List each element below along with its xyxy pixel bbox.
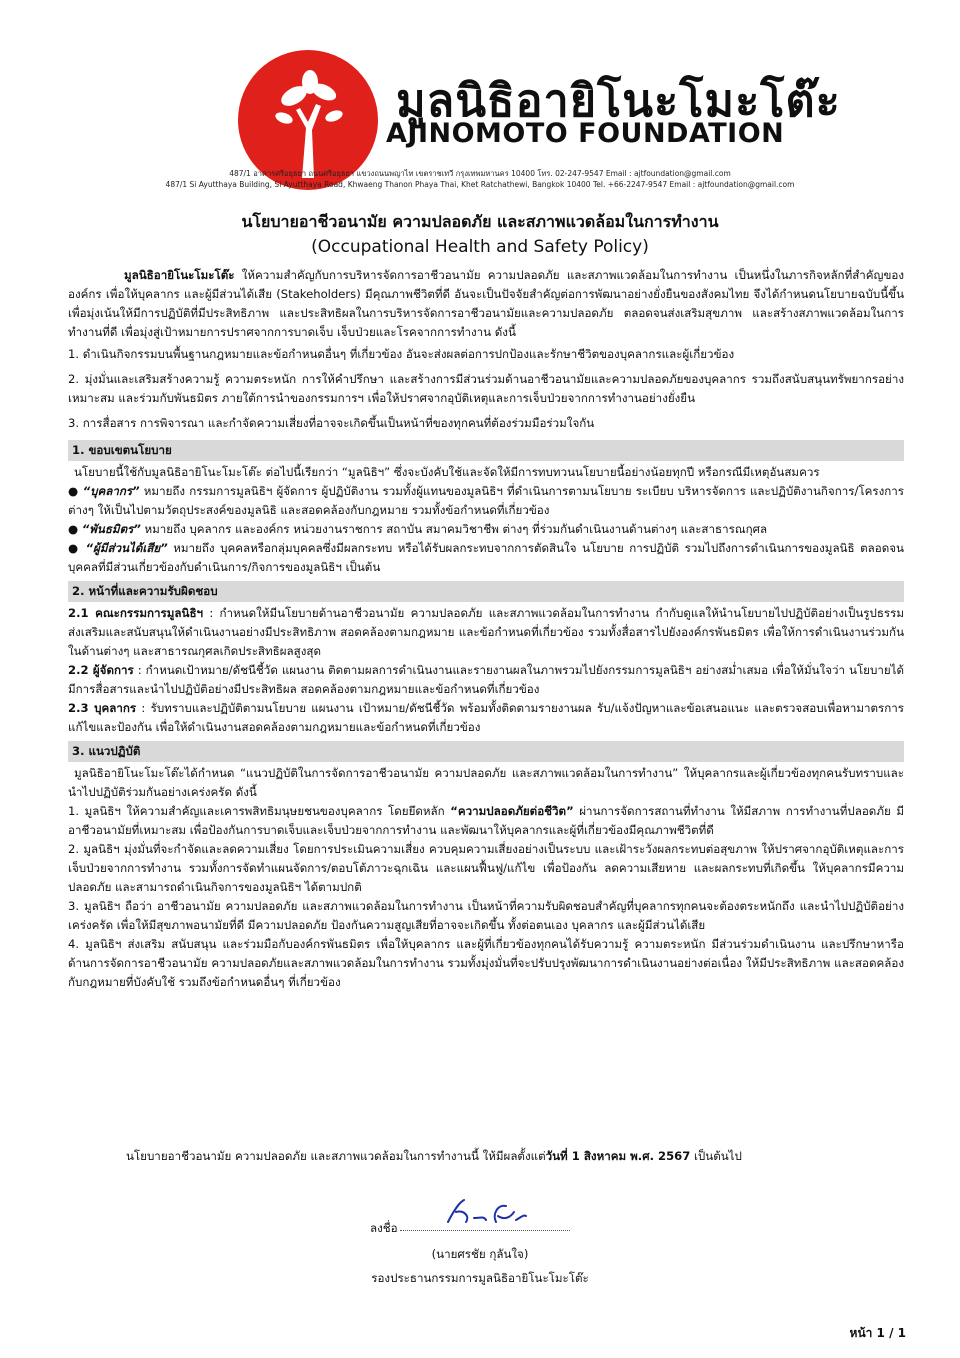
guideline-item-3: 3. มูลนิธิฯ ถือว่า อาชีวอนามัย ความปลอดภัย และสภาพแวดล้อมในการทำงาน เป็นหน้าที่ความรับผิดชอบสำคัญที่บุคลากรทุกคนจะต้องตระหนักถึง และนำไปปฏิบัติอย่างเคร่งครัด เพื่อให้มีสุขภาพอนามัยที่ดี มีความปลอดภัย ป้องกันความสูญเสียที่อาจจะเกิดขึ้น ทั้งต่อตนเอง บุคลากร และผู้มีส่วนได้เสีย xyxy=(68,899,904,932)
signatory-position: รองประธานกรรมการมูลนิธิอายิโนะโมะโต๊ะ xyxy=(371,1271,589,1285)
section-2-heading: 2. หน้าที่และความรับผิดชอบ xyxy=(68,581,904,602)
effective-date: วันที่ 1 สิงหาคม พ.ศ. 2567 xyxy=(545,1149,691,1163)
signature-line xyxy=(400,1230,570,1231)
signature-label: ลงชื่อ xyxy=(370,1221,398,1235)
responsibility-text: : รับทราบและปฏิบัติตามนโยบาย แผนงาน เป้าหมาย/ดัชนีชี้วัด พร้อมทั้งติดตามรายงานผล รับ/แจ้งปัญหาและข้อเสนอแนะ และตรวจสอบเพื่อหามาตรการแก้ไขและป้องกัน เพื่อให้ดำเนินงานสอดคล้องตามกฎหมายและข้อกำหนดที่เกี่ยวข้อง xyxy=(68,701,904,734)
org-name-english: AJINOMOTO FOUNDATION xyxy=(386,118,785,149)
responsibility-text: : กำหนดเป้าหมาย/ดัชนีชี้วัด แผนงาน ติดตามผลการดำเนินงานและรายงานผลในภาพรวมไปยังกรรมการมูลนิธิฯ อย่างสม่ำเสมอ เพื่อให้มั่นใจว่า นโยบายได้มีการสื่อสารและนำไปปฏิบัติอย่างมีประสิทธิผล สอดคล้องตามกฎหมายและข้อกำหนดที่เกี่ยวข้อง xyxy=(68,663,904,696)
intro-item-2: 2. มุ่งมั่นและเสริมสร้างความรู้ ความตระหนัก การให้คำปรึกษา และสร้างการมีส่วนร่วมด้านอาชีวอนามัยและความปลอดภัยของบุคลากร รวมถึงสนับสนุนทรัพยากรอย่างเหมาะสม และร่วมกับพันธมิตร ภายใต้การนำของกรรมการฯ เพื่อให้ปราศจากอุบัติเหตุและการเจ็บป่วยจากการทำงานอย่างยั่งยืน xyxy=(68,372,904,405)
section-1-heading: 1. ขอบเขตนโยบาย xyxy=(68,440,904,461)
guideline-item-1 xyxy=(68,802,904,840)
effective-text: เป็นต้นไป xyxy=(690,1149,742,1163)
guideline-text: 1. มูลนิธิฯ ให้ความสำคัญและเคารพสิทธิมนุษยชนของบุคลากร โดยยึดหลัก xyxy=(68,804,451,818)
page-number: หน้า 1 / 1 xyxy=(849,1326,906,1340)
intro-text: ให้ความสำคัญกับการบริหารจัดการอาชีวอนามัย ความปลอดภัย และสภาพแวดล้อมในการทำงาน เป็นหนึ่งในภารกิจหลักที่สำคัญขององค์กร เพื่อให้บุคลากร และผู้มีส่วนได้เสีย (Stakeholders) มีคุณภาพชีวิตที่ดี อันจะเป็นปัจจัยสำคัญต่อการพัฒนาอย่างยั่งยืนของสังคมไทย จึงได้กำหนดนโยบายฉบับนี้ขึ้นเพื่อมุ่งเน้นให้มีการปฏิบัติที่มีประสิทธิภาพ และประสิทธิผลในการบริหารจัดการอาชีวอนามัยและความปลอดภัย ตลอดจนส่งเสริมสุขภาพ และสร้างสภาพแวดล้อมในการทำงานที่ดี เพื่อมุ่งสู่เป้าหมายการปราศจากการบาดเจ็บ เจ็บป่วยและโรคจากการทำงาน ดังนี้ xyxy=(68,268,904,339)
responsibility-label: 2.1 คณะกรรมการมูลนิธิฯ xyxy=(68,606,204,620)
definition-text: หมายถึง กรรมการมูลนิธิฯ ผู้จัดการ ผู้ปฏิบัติงาน รวมทั้งผู้แทนของมูลนิธิฯ ที่ดำเนินการตามนโยบาย ระเบียบ บริหารจัดการ และปฏิบัติงานกิจการ/โครงการต่างๆ ให้เป็นไปตามวัตถุประสงค์ของมูลนิธิ และสอดคล้องกับกฎหมาย รวมทั้งข้อกำหนดที่เกี่ยวข้อง xyxy=(68,484,904,517)
definition-term: “บุคลากร” xyxy=(82,484,140,498)
signatory-name: (นายศรชัย กุลันใจ) xyxy=(431,1247,529,1261)
responsibility-label: 2.3 บุคลากร xyxy=(68,701,137,715)
policy-body xyxy=(68,266,904,992)
effective-text: นโยบายอาชีวอนามัย ความปลอดภัย และสภาพแวดล้อมในการทำงานนี้ ให้มีผลตั้งแต่ xyxy=(126,1149,546,1163)
definition-personnel: ● “บุคลากร” หมายถึง กรรมการมูลนิธิฯ ผู้จัดการ ผู้ปฏิบัติงาน รวมทั้งผู้แทนของมูลนิธิฯ ที่ดำเนินการตามนโยบาย ระเบียบ บริหารจัดการ และปฏิบัติงานกิจการ/โครงการต่างๆ ให้เป็นไปตามวัตถุประสงค์ของมูลนิธิ และสอดคล้องกับกฎหมาย รวมทั้งข้อกำหนดที่เกี่ยวข้อง xyxy=(68,484,904,517)
guideline-item-2: 2. มูลนิธิฯ มุ่งมั่นที่จะกำจัดและลดความเสี่ยง โดยการประเมินความเสี่ยง ควบคุมความเสี่ยงอย่างเป็นระบบ และเฝ้าระวังผลกระทบต่อสุขภาพ ให้ปราศจากอุบัติเหตุและการเจ็บป่วยจากการทำงาน รวมทั้งการจัดทำแผนจัดการ/ตอบโต้ภาวะฉุกเฉิน และแผนฟื้นฟู/แก้ไข เพื่อป้องกัน ลดความเสียหาย และผลกระทบที่เกิดขึ้น ให้บุคลากรมีความปลอดภัย และสามารถดำเนินกิจการของมูลนิธิฯ ได้ตามปกติ xyxy=(68,842,904,894)
section-3-intro: มูลนิธิอายิโนะโมะโต๊ะได้กำหนด “แนวปฏิบัติในการจัดการอาชีวอนามัย ความปลอดภัย และสภาพแวดล้อมในการทำงาน” ให้บุคลากรและผู้เกี่ยวข้องทุกคนรับทราบและนำไปปฏิบัติร่วมกันอย่างเคร่งครัด ดังนี้ xyxy=(68,766,904,799)
definition-stakeholders: ● “ผู้มีส่วนได้เสีย” หมายถึง บุคคลหรือกลุ่มบุคคลซึ่งมีผลกระทบ หรือได้รับผลกระทบจากการตัดสินใจ นโยบาย การปฏิบัติ รวมไปถึงการดำเนินการของมูลนิธิ ตลอดจนบุคคลที่มีส่วนเกี่ยวข้องกับดำเนินการ/กิจการของมูลนิธิฯ เป็นต้น xyxy=(68,541,904,574)
policy-title-english: (Occupational Health and Safety Policy) xyxy=(311,237,649,257)
responsibility-personnel xyxy=(68,699,904,737)
responsibility-manager xyxy=(68,661,904,699)
guideline-item-4: 4. มูลนิธิฯ ส่งเสริม สนับสนุน และร่วมมือกับองค์กรพันธมิตร เพื่อให้บุคลากร และผู้ที่เกี่ยวข้องทุกคนได้รับความรู้ ความตระหนัก มีส่วนร่วมดำเนินงาน และปรึกษาหารือด้านการจัดการอาชีวอนามัย ความปลอดภัยและสภาพแวดล้อมในการทำงาน รวมทั้งมุ่งมั่นที่จะปรับปรุงพัฒนาการดำเนินงานอย่างต่อเนื่อง ให้มีประสิทธิภาพ และสอดคล้องกับกฎหมายที่บังคับใช้ รวมถึงข้อกำหนดอื่นๆ ที่เกี่ยวข้อง xyxy=(68,937,904,989)
guideline-emphasis: “ความปลอดภัยต่อชีวิต” xyxy=(450,804,574,818)
address-thai: 487/1 อาคารศรีอยุธยา ถนนศรีอยุธยา แขวงถนนพญาไท เขตราชเทวี กรุงเทพมหานคร 10400 โทร. 02-247-9547 Email : ajtfoundation@gmail.com xyxy=(229,169,731,178)
guideline-text: ผ่านการจัดการสถานที่ทำงาน ให้มีสภาพ การทำงานที่ปลอดภัย มีอาชีวอนามัยที่เหมาะสม เพื่อป้องกันการบาดเจ็บและเจ็บป่วยจากการทำงาน และพัฒนาให้บุคลากรและผู้ที่เกี่ยวข้องมีคุณภาพชีวิตที่ดี xyxy=(68,804,904,837)
intro-item-1: 1. ดำเนินกิจกรรมบนพื้นฐานกฎหมายและข้อกำหนดอื่นๆ ที่เกี่ยวข้อง อันจะส่งผลต่อการปกป้องและรักษาชีวิตของบุคลากรและผู้เกี่ยวข้อง xyxy=(68,347,735,361)
org-name-thai: มูลนิธิอายิโนะโมะโต๊ะ xyxy=(396,74,841,127)
policy-title-thai: นโยบายอาชีวอนามัย ความปลอดภัย และสภาพแวดล้อมในการทำงาน xyxy=(241,212,719,231)
handwritten-signature xyxy=(440,1196,530,1230)
address-english: 487/1 Si Ayutthaya Building, Si Ayutthaya Road, Khwaeng Thanon Phaya Thai, Khet Ratchathewi, Bangkok 10400 Tel. +66-2247-9547 Email : ajtfoundation@gmail.com xyxy=(165,180,795,189)
definition-text: หมายถึง บุคลากร และองค์กร หน่วยงานราชการ สถาบัน สมาคมวิชาชีพ ต่างๆ ที่ร่วมกันดำเนินงานด้านต่างๆ และสาธารณกุศล xyxy=(140,522,768,536)
intro-item-3: 3. การสื่อสาร การพิจารณา และกำจัดความเสี่ยงที่อาจจะเกิดขึ้นเป็นหน้าที่ของทุกคนที่ต้องร่วมมือร่วมใจกัน xyxy=(68,416,595,430)
definition-partners: ● “พันธมิตร” หมายถึง บุคลากร และองค์กร หน่วยงานราชการ สถาบัน สมาคมวิชาชีพ ต่างๆ ที่ร่วมกันดำเนินงานด้านต่างๆ และสาธารณกุศล xyxy=(68,522,768,536)
section-1-intro: นโยบายนี้ใช้กับมูลนิธิอายิโนะโมะโต๊ะ ต่อไปนี้เรียกว่า “มูลนิธิฯ” ซึ่งจะบังคับใช้และจัดให้มีการทบทวนนโยบายนี้อย่างน้อยทุกปี หรือกรณีมีเหตุอันสมควร xyxy=(74,465,820,479)
effective-date-statement xyxy=(126,1148,742,1166)
intro-org-name: มูลนิธิอายิโนะโมะโต๊ะ xyxy=(124,268,235,282)
responsibility-board xyxy=(68,604,904,661)
responsibility-label: 2.2 ผู้จัดการ xyxy=(68,663,134,677)
responsibility-text: : กำหนดให้มีนโยบายด้านอาชีวอนามัย ความปลอดภัย และสภาพแวดล้อมในการทำงาน กำกับดูแลให้นำนโยบายไปปฏิบัติอย่างเป็นรูปธรรม ส่งเสริมและสนับสนุนให้ดำเนินงานอย่างมีประสิทธิภาพ สอดคล้องตามกฎหมาย และข้อกำหนดที่เกี่ยวข้อง รวมทั้งสื่อสารไปยังองค์กรพันธมิตร เพื่อให้การดำเนินงานร่วมกันในด้านต่างๆ และสาธารณกุศลเกิดประสิทธิผลสูงสุด xyxy=(68,606,904,658)
section-3-heading: 3. แนวปฏิบัติ xyxy=(68,741,904,762)
definition-term: “พันธมิตร” xyxy=(81,522,141,536)
definition-text: หมายถึง บุคคลหรือกลุ่มบุคคลซึ่งมีผลกระทบ หรือได้รับผลกระทบจากการตัดสินใจ นโยบาย การปฏิบัติ รวมไปถึงการดำเนินการของมูลนิธิ ตลอดจนบุคคลที่มีส่วนเกี่ยวข้องกับดำเนินการ/กิจการของมูลนิธิฯ เป็นต้น xyxy=(68,541,904,574)
intro-paragraph xyxy=(68,266,904,342)
definition-term: “ผู้มีส่วนได้เสีย” xyxy=(85,541,168,555)
